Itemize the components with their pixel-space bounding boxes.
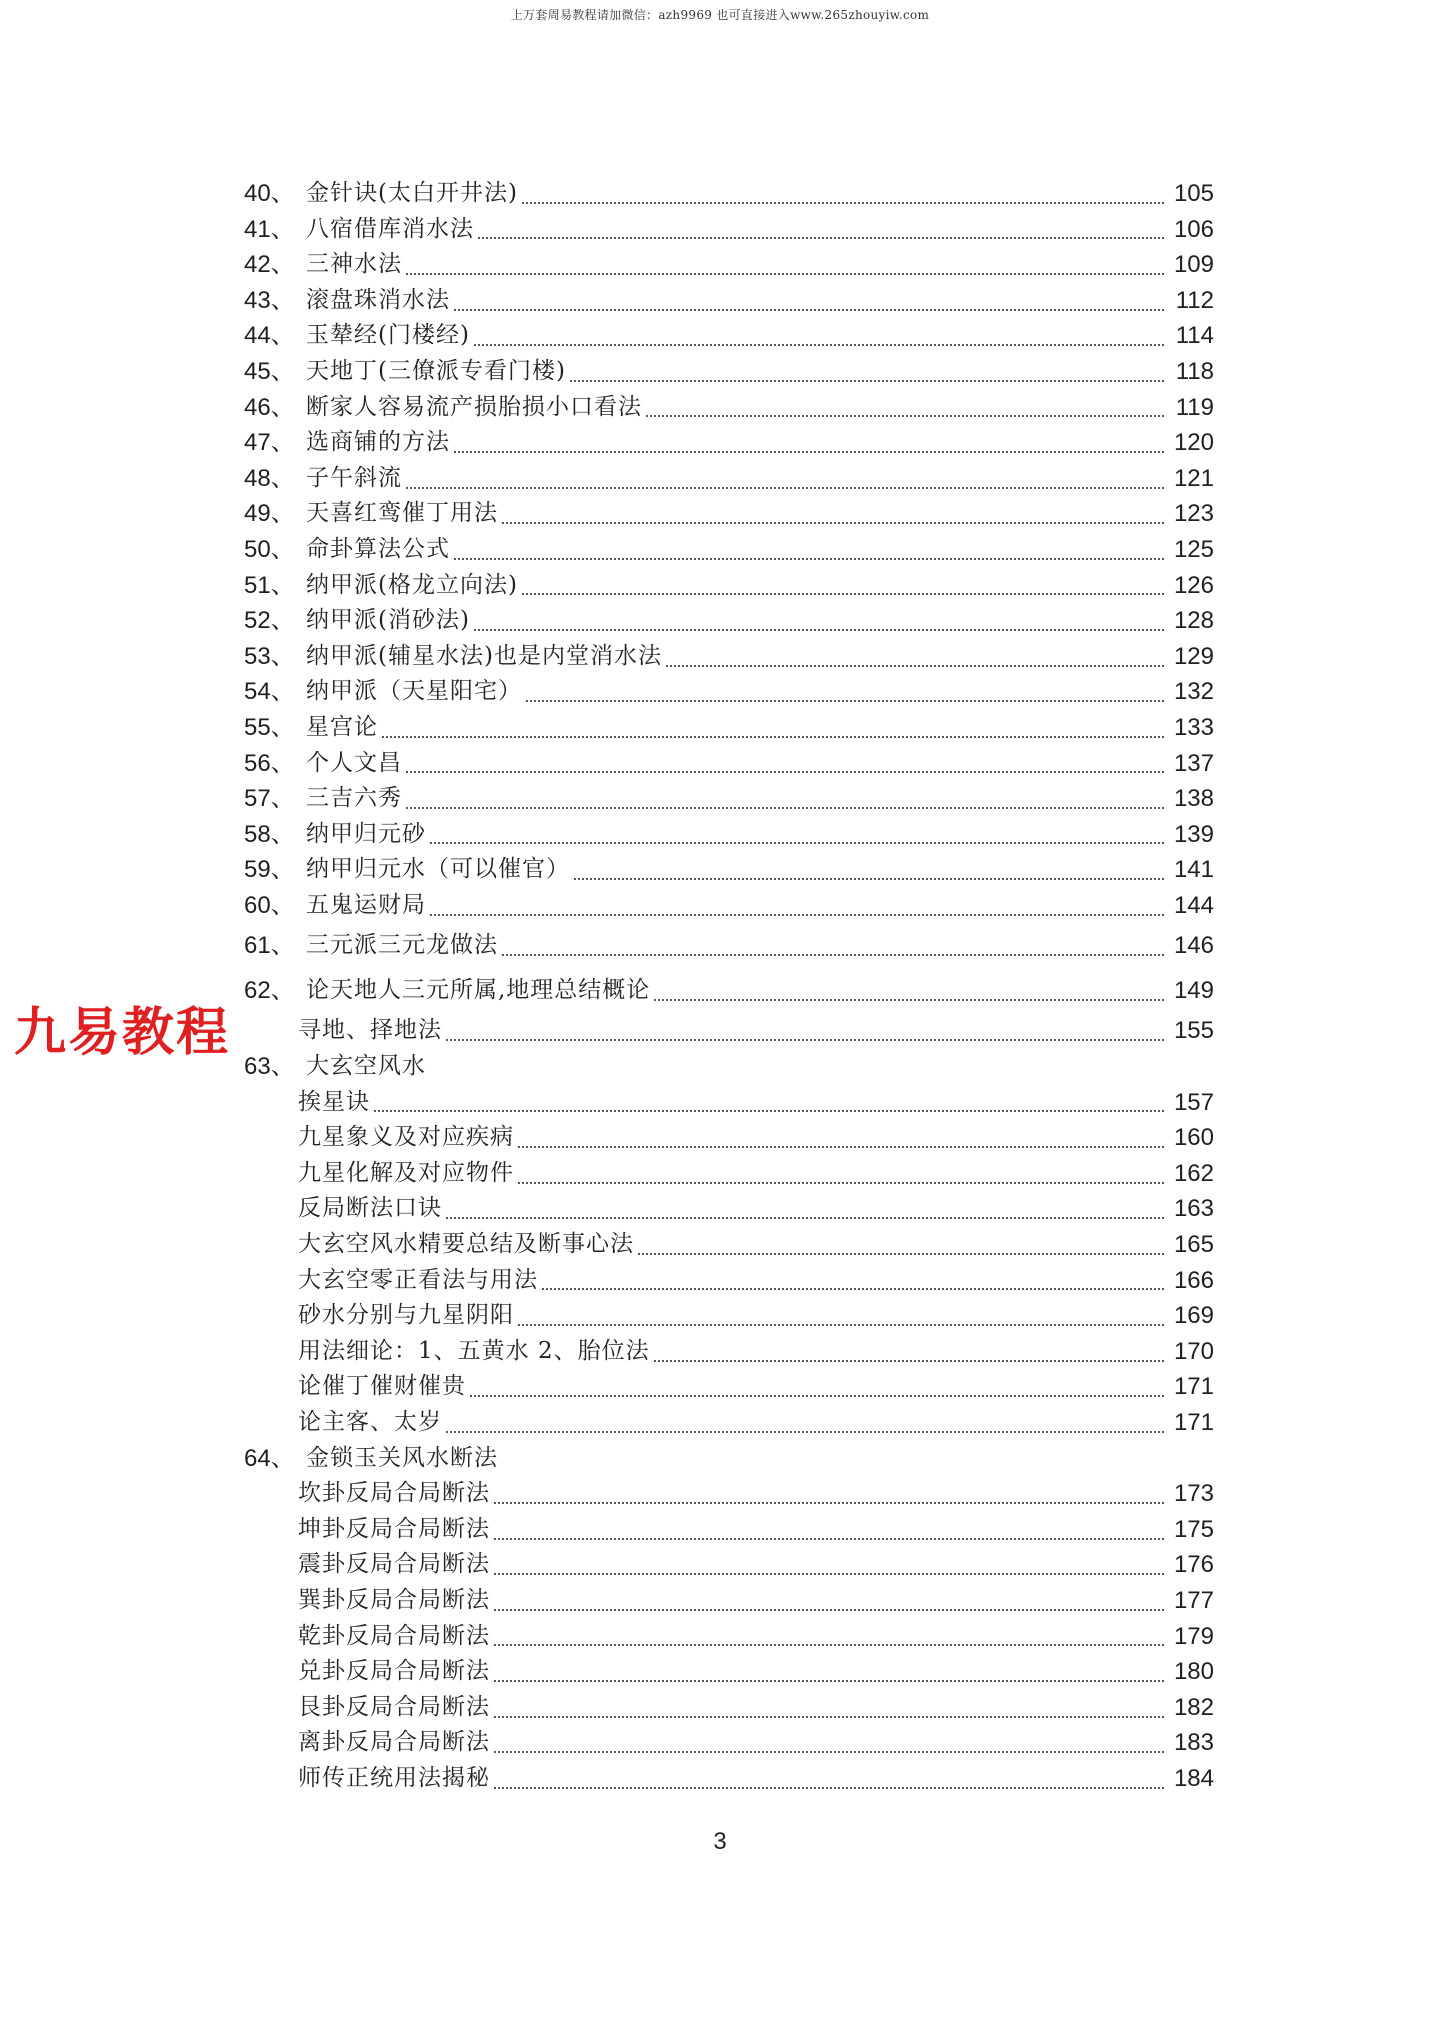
toc-entry[interactable] [244,176,1214,212]
watermark-logo: 九易教程 [14,1003,231,1063]
toc-entry-title: 纳甲归元砂 [306,820,426,847]
toc-dot-leader [446,1217,1164,1219]
toc-entry-page: 120 [1173,429,1214,457]
toc-entry[interactable] [244,212,1214,248]
toc-entry-number: 46、 [244,393,295,421]
toc-dot-leader [470,1395,1164,1397]
toc-entry-title: 纳甲派（天星阳宅） [306,678,522,705]
toc-entry[interactable] [244,603,1214,639]
toc-entry-page: 141 [1173,856,1214,884]
toc-entry-title: 寻地、择地法 [298,1017,442,1044]
toc-entry-title: 金锁玉关风水断法 [306,1444,498,1471]
toc-entry[interactable] [244,1547,1214,1583]
toc-entry-page: 180 [1173,1658,1214,1686]
toc-entry-number: 43、 [244,286,295,314]
toc-dot-leader [454,309,1164,311]
toc-entry-page: 128 [1173,607,1214,635]
toc-entry-page: 106 [1173,215,1214,243]
toc-dot-leader [542,1288,1164,1290]
toc-entry-page: 171 [1173,1409,1214,1436]
toc-entry[interactable] [244,1049,1214,1085]
toc-entry-page: 144 [1173,891,1214,919]
toc-dot-leader [494,1573,1164,1575]
toc-entry-page: 118 [1175,357,1214,385]
toc-entry-title: 断家人容易流产损胎损小口看法 [306,393,642,420]
toc-entry[interactable] [244,532,1214,568]
toc-entry-number: 40、 [244,180,295,207]
toc-entry-title: 艮卦反局合局断法 [298,1693,490,1720]
toc-dot-leader [446,1431,1164,1433]
toc-entry-page: 183 [1173,1729,1214,1757]
toc-entry-page: 132 [1173,678,1214,706]
toc-entry-number: 62、 [244,977,295,1005]
toc-entry-page: 123 [1173,500,1214,528]
toc-dot-leader [654,999,1164,1001]
toc-entry[interactable] [244,1013,1214,1049]
toc-entry-title: 玉辇经(门楼经) [306,322,470,349]
toc-entry-title: 三元派三元龙做法 [306,932,498,959]
toc-entry[interactable] [244,923,1214,968]
toc-dot-leader [494,1502,1164,1504]
toc-entry-number: 42、 [244,251,295,279]
toc-entry[interactable] [244,1654,1214,1690]
toc-entry-title: 命卦算法公式 [306,535,450,562]
toc-entry-title: 滚盘珠消水法 [306,286,450,313]
toc-entry[interactable] [244,496,1214,532]
toc-entry-page: 105 [1173,180,1214,207]
toc-entry-title: 天地丁(三僚派专看门楼) [306,357,566,384]
toc-entry-page: 166 [1173,1266,1214,1294]
toc-entry-title: 兑卦反局合局断法 [298,1658,490,1685]
toc-entry-title: 个人文昌 [306,749,402,776]
toc-entry-page: 119 [1175,393,1214,421]
toc-entry[interactable] [244,1298,1214,1334]
toc-entry[interactable] [244,674,1214,710]
toc-dot-leader [430,914,1164,916]
toc-entry[interactable] [244,354,1214,390]
toc-entry-page: 137 [1173,749,1214,777]
toc-entry-page: 129 [1173,642,1214,670]
toc-dot-leader [382,736,1164,738]
toc-entry[interactable] [244,1334,1214,1370]
toc-entry-page: 171 [1173,1373,1214,1401]
toc-entry-title: 论主客、太岁 [298,1409,442,1435]
toc-entry-title: 大玄空风水精要总结及断事心法 [298,1231,634,1258]
toc-entry[interactable] [244,1405,1214,1441]
toc-dot-leader [494,1644,1164,1646]
toc-entry[interactable] [244,1619,1214,1655]
toc-dot-leader [518,1324,1164,1326]
toc-dot-leader [446,1039,1164,1041]
toc-entry-number: 60、 [244,891,295,919]
toc-entry-title: 纳甲派(格龙立向法) [306,571,518,598]
toc-entry[interactable] [244,1441,1214,1477]
toc-dot-leader [406,273,1164,275]
toc-entry-page: 173 [1173,1480,1214,1508]
toc-entry-title: 师传正统用法揭秘 [298,1764,490,1791]
toc-entry-number: 55、 [244,713,295,741]
toc-entry[interactable] [244,1369,1214,1405]
toc-entry-page: 175 [1173,1515,1214,1543]
toc-dot-leader [374,1110,1164,1112]
toc-entry-title: 大玄空零正看法与用法 [298,1266,538,1293]
toc-dot-leader [474,629,1164,631]
toc-entry-page: 169 [1173,1302,1214,1330]
toc-dot-leader [406,807,1164,809]
toc-entry-page: 184 [1173,1764,1214,1792]
toc-entry-title: 反局断法口诀 [298,1195,442,1222]
toc-dot-leader [474,344,1164,346]
toc-entry-number: 58、 [244,820,295,848]
toc-entry-page: 133 [1173,713,1214,741]
toc-dot-leader [494,1751,1164,1753]
toc-entry-number: 44、 [244,322,295,350]
toc-entry-number: 49、 [244,500,295,528]
toc-dot-leader [502,522,1164,524]
toc-entry-title: 纳甲派(辅星水法)也是内堂消水法 [306,642,662,669]
toc-entry-number: 41、 [244,215,295,243]
toc-entry-title: 三吉六秀 [306,785,402,812]
toc-entry[interactable] [244,461,1214,497]
toc-entry-number: 48、 [244,464,295,492]
toc-dot-leader [454,451,1164,453]
toc-dot-leader [638,1253,1164,1255]
page-number: 3 [713,1828,727,1855]
toc-entry-title: 论催丁催财催贵 [298,1373,466,1400]
toc-dot-leader [654,1360,1164,1362]
toc-entry[interactable] [244,283,1214,319]
toc-entry-page: 155 [1173,1017,1214,1045]
toc-entry-title: 五鬼运财局 [306,891,426,918]
table-of-contents [244,176,1214,1797]
toc-entry-page: 114 [1175,322,1214,350]
toc-entry-title: 天喜红鸾催丁用法 [306,500,498,527]
toc-dot-leader [570,380,1164,382]
toc-entry[interactable] [244,390,1214,426]
toc-entry-page: 109 [1173,251,1214,279]
toc-entry-number: 45、 [244,357,295,385]
toc-dot-leader [494,1787,1164,1789]
toc-entry-page: 139 [1173,820,1214,848]
toc-dot-leader [454,558,1164,560]
toc-entry-number: 59、 [244,856,295,884]
toc-entry-title: 九星化解及对应物件 [298,1159,514,1186]
toc-entry-title: 论天地人三元所属,地理总结概论 [306,977,651,1004]
toc-entry-title: 巽卦反局合局断法 [298,1586,490,1613]
toc-dot-leader [666,665,1164,667]
toc-entry-title: 挨星诀 [298,1088,370,1115]
toc-entry[interactable] [244,425,1214,461]
toc-entry-page: 177 [1173,1586,1214,1614]
toc-entry-page: 162 [1173,1159,1214,1187]
toc-entry-page: 157 [1173,1088,1214,1116]
toc-entry-number: 57、 [244,785,295,813]
toc-entry[interactable] [244,781,1214,817]
toc-entry-title: 选商铺的方法 [306,429,450,456]
toc-dot-leader [494,1538,1164,1540]
toc-entry[interactable] [244,1085,1214,1121]
toc-entry-page: 126 [1173,571,1214,599]
toc-entry-number: 50、 [244,535,295,563]
toc-entry-title: 九星象义及对应疾病 [298,1124,514,1151]
toc-entry-number: 63、 [244,1053,295,1081]
toc-dot-leader [406,487,1164,489]
toc-entry-page: 125 [1173,535,1214,563]
toc-entry-page: 146 [1173,932,1214,960]
toc-entry-page: 160 [1173,1124,1214,1152]
toc-dot-leader [406,771,1164,773]
toc-entry-title: 砂水分别与九星阴阳 [298,1302,514,1329]
toc-entry-page: 176 [1173,1551,1214,1579]
toc-entry[interactable] [244,1263,1214,1299]
toc-entry-number: 64、 [244,1444,295,1472]
toc-entry[interactable] [244,1761,1214,1797]
toc-entry[interactable] [244,1191,1214,1227]
toc-entry-number: 51、 [244,571,295,599]
toc-entry[interactable] [244,1156,1214,1192]
header-note: 上万套周易教程请加微信：azh9969 也可直接进入www.265zhouyiw.com [510,8,930,22]
toc-entry-title: 星宫论 [306,713,378,740]
toc-entry-title: 离卦反局合局断法 [298,1729,490,1756]
toc-dot-leader [502,954,1164,956]
toc-entry-number: 53、 [244,642,295,670]
toc-entry[interactable] [244,1690,1214,1726]
toc-dot-leader [494,1716,1164,1718]
toc-entry-page: 121 [1173,464,1214,492]
toc-entry-title: 八宿借库消水法 [306,215,474,242]
toc-dot-leader [526,700,1164,702]
toc-entry[interactable] [244,639,1214,675]
toc-entry-title: 纳甲归元水（可以催官） [306,856,570,883]
toc-entry-title: 震卦反局合局断法 [298,1551,490,1578]
toc-entry-page: 182 [1173,1693,1214,1721]
toc-entry[interactable] [244,1120,1214,1156]
toc-entry-page: 165 [1173,1231,1214,1259]
toc-entry-title: 子午斜流 [306,464,402,491]
toc-entry-page: 170 [1173,1337,1214,1365]
toc-entry-title: 坎卦反局合局断法 [298,1480,490,1507]
toc-entry-page: 112 [1175,286,1214,314]
toc-dot-leader [522,202,1164,204]
toc-entry[interactable] [244,968,1214,1013]
toc-entry-title: 坤卦反局合局断法 [298,1515,490,1542]
toc-entry-title: 乾卦反局合局断法 [298,1622,490,1649]
toc-dot-leader [646,415,1164,417]
toc-entry-number: 47、 [244,429,295,457]
toc-entry[interactable] [244,318,1214,354]
toc-entry[interactable] [244,817,1214,853]
toc-entry-title: 用法细论：1、五黄水 2、胎位法 [298,1337,650,1364]
toc-dot-leader [430,842,1164,844]
toc-entry-page: 149 [1173,977,1214,1005]
toc-dot-leader [518,1182,1164,1184]
toc-entry-page: 163 [1173,1195,1214,1223]
toc-entry-number: 54、 [244,678,295,706]
toc-entry[interactable] [244,710,1214,746]
toc-entry[interactable] [244,568,1214,604]
toc-entry-page: 179 [1173,1622,1214,1650]
toc-dot-leader [478,237,1164,239]
toc-dot-leader [518,1146,1164,1148]
toc-entry[interactable] [244,1512,1214,1548]
toc-entry-page: 138 [1173,785,1214,813]
toc-entry[interactable] [244,1725,1214,1761]
toc-entry-number: 61、 [244,932,295,960]
toc-entry-number: 56、 [244,749,295,777]
toc-entry[interactable] [244,888,1214,924]
toc-entry-title: 大玄空风水 [306,1053,426,1080]
toc-dot-leader [574,878,1164,880]
toc-entry-title: 金针诀(太白开井法) [306,180,518,206]
toc-entry[interactable] [244,746,1214,782]
toc-entry[interactable] [244,1227,1214,1263]
toc-entry[interactable] [244,247,1214,283]
toc-entry-title: 纳甲派(消砂法) [306,607,470,634]
toc-entry-number: 52、 [244,607,295,635]
toc-dot-leader [522,593,1164,595]
toc-entry[interactable] [244,1583,1214,1619]
toc-dot-leader [494,1680,1164,1682]
toc-dot-leader [494,1609,1164,1611]
toc-entry[interactable] [244,852,1214,888]
toc-entry[interactable] [244,1476,1214,1512]
toc-entry-title: 三神水法 [306,251,402,278]
